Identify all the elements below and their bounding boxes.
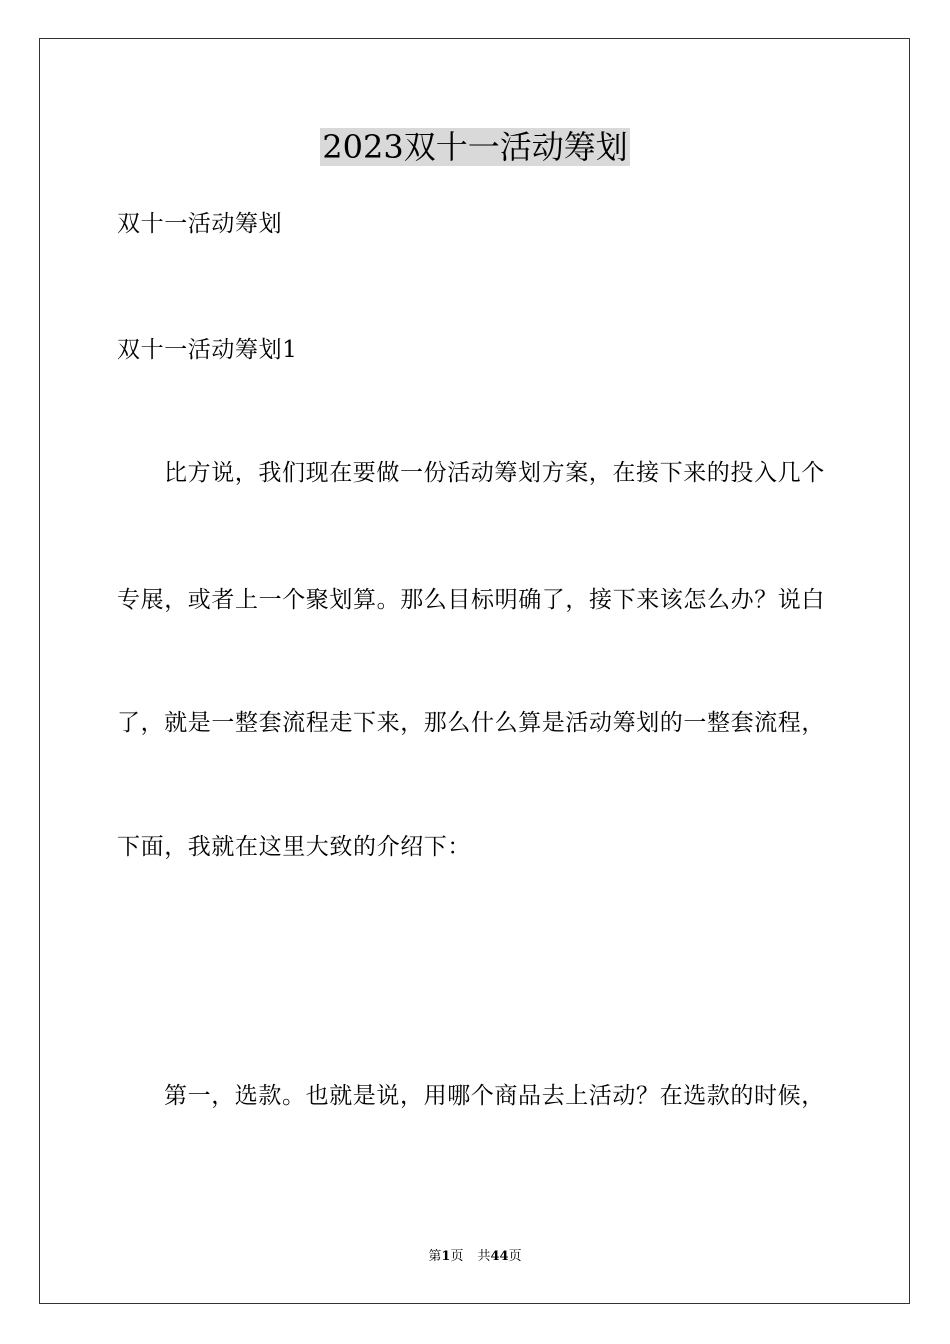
- paragraph-line: 了，就是一整套流程走下来，那么什么算是活动筹划的一整套流程，: [117, 710, 825, 736]
- page-footer: [0, 1248, 950, 1266]
- footer-total-pages: 44: [490, 1249, 509, 1264]
- footer-page-suffix: 页: [450, 1249, 464, 1264]
- footer-total-prefix: 共: [477, 1249, 491, 1264]
- paragraph-line: 专展，或者上一个聚划算。那么目标明确了，接下来该怎么办？说白: [117, 587, 825, 613]
- paragraph-line: 下面，我就在这里大致的介绍下：: [117, 834, 471, 860]
- footer-page-prefix: 第: [428, 1249, 442, 1264]
- section-heading: 双十一活动筹划1: [117, 337, 298, 363]
- document-title: [0, 125, 950, 169]
- document-title-text: 2023双十一活动筹划: [322, 128, 628, 166]
- paragraph-line: 比方说，我们现在要做一份活动筹划方案，在接下来的投入几个: [164, 460, 825, 486]
- document-subtitle: 双十一活动筹划: [117, 211, 283, 237]
- footer-total-suffix: 页: [508, 1249, 522, 1264]
- footer-page-number: 1: [441, 1249, 451, 1264]
- paragraph-line: 第一，选款。也就是说，用哪个商品去上活动？在选款的时候，: [164, 1083, 825, 1109]
